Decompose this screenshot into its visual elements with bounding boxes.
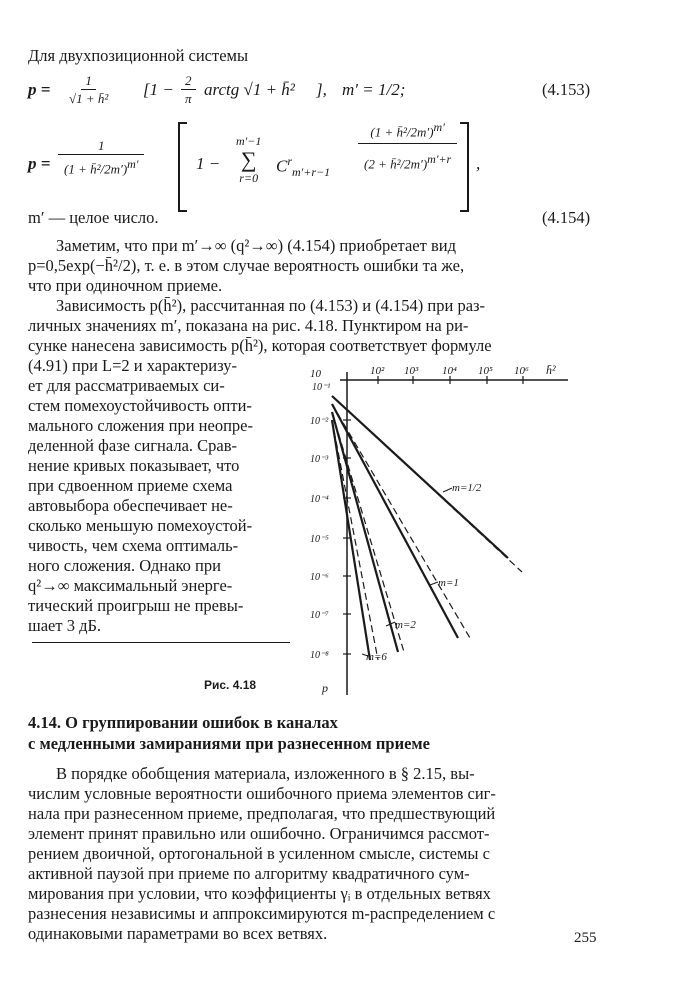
eq153-frac-num: 1 bbox=[81, 72, 96, 90]
eq154-den2-exp: m′+r bbox=[427, 152, 452, 167]
y-tick-label: 10⁻¹ bbox=[312, 382, 331, 393]
para2-col-line: (4.91) при L=2 и характеризу- bbox=[28, 356, 237, 375]
eq154-den2: (2 + h̄²/2m′) bbox=[364, 156, 428, 172]
paragraph-3 bbox=[28, 764, 496, 944]
curve-label: m=2 bbox=[395, 619, 416, 631]
left-divider-rule bbox=[32, 642, 290, 643]
sum-symbol-icon: ∑ bbox=[240, 147, 257, 172]
y-tick-label: 10⁻⁴ bbox=[310, 494, 329, 505]
eq154-left-fraction bbox=[58, 138, 144, 177]
para2-col-line: шает 3 дБ. bbox=[28, 616, 102, 635]
y-axis-label: p bbox=[322, 681, 328, 695]
para2-line-3: сунке нанесена зависимость p(h̄²), которая соответствует формуле bbox=[28, 336, 492, 355]
eq154-coef-sup: r bbox=[287, 154, 293, 168]
x-tick-label: 10⁴ bbox=[442, 365, 457, 377]
para2-col-line: автовыбора обеспечивает не- bbox=[28, 496, 233, 515]
y-tick-label: 10⁻⁶ bbox=[310, 572, 329, 583]
section-heading-line-1: 4.14. О группировании ошибок в каналах bbox=[28, 713, 338, 732]
para2-col-line: сколько меньшую помехоустой- bbox=[28, 516, 253, 535]
eq154-num1: 1 bbox=[97, 138, 105, 153]
paragraph-1 bbox=[28, 236, 464, 296]
section-heading-line-2: с медленными замираниями при разнесенном приеме bbox=[28, 734, 430, 753]
para1-line-3: что при одиночном приеме. bbox=[28, 276, 223, 295]
para3-line: числим условные вероятности ошибочного приема элементов сиг- bbox=[28, 784, 496, 803]
eq153-bracket-close: ], bbox=[316, 80, 327, 99]
eq153-fraction-2 bbox=[178, 72, 199, 107]
intro-line: Для двухпозиционной системы bbox=[28, 46, 249, 65]
eq154-lhs: p = bbox=[28, 154, 51, 173]
y-tick-label: 10⁻⁷ bbox=[310, 610, 329, 621]
eq154-number: (4.154) bbox=[542, 208, 591, 227]
equation-4-154 bbox=[28, 118, 648, 228]
para2-col-line: ного сложения. Однако при bbox=[28, 556, 221, 575]
curve-m-6-dashed bbox=[332, 420, 378, 660]
para2-line-2: личных значениях m′, показана на рис. 4.18. Пунктиром на ри- bbox=[28, 316, 469, 335]
eq154-comma: , bbox=[476, 154, 481, 173]
eq154-sum-bottom: r=0 bbox=[239, 171, 259, 185]
eq154-den1-exp: m′ bbox=[127, 157, 139, 171]
paragraph-2-column bbox=[28, 356, 253, 636]
eq154-sum bbox=[236, 134, 261, 186]
paragraph-2 bbox=[28, 296, 492, 356]
eq154-coef-sub: m′+r−1 bbox=[292, 165, 331, 180]
eq154-num2: (1 + h̄²/2m′) bbox=[370, 124, 434, 140]
para3-line: активной паузой при приеме по алгоритму квадратичного сум- bbox=[28, 864, 470, 883]
curve-m-2-dashed bbox=[332, 412, 404, 652]
y-tick-label: 10⁻³ bbox=[310, 454, 329, 465]
para2-col-line: при сдвоенном приеме схема bbox=[28, 476, 233, 495]
curve-m-1-dashed bbox=[332, 404, 470, 638]
para2-col-line: ет для рассматриваемых си- bbox=[28, 376, 225, 395]
eq154-num2-exp: m′ bbox=[433, 120, 445, 134]
eq153-fraction bbox=[62, 72, 115, 107]
curve-label: m=6 bbox=[366, 651, 387, 663]
para2-col-line: деленной фазе сигнала. Срав- bbox=[28, 436, 238, 455]
x-axis-label: h̄² bbox=[546, 363, 556, 377]
eq153-m-condition: m′ = 1/2; bbox=[342, 80, 406, 99]
eq153-bracket-open: [1 − bbox=[143, 80, 174, 99]
curve-label: m=1/2 bbox=[452, 482, 482, 494]
section-heading bbox=[28, 712, 430, 754]
eq154-den1: (1 + h̄²/2m′) bbox=[64, 161, 128, 177]
eq153-arctg: arctg √1 + h̄² bbox=[204, 80, 295, 99]
equation-4-153 bbox=[28, 72, 648, 108]
para3-line: рением двоичной, ортогональной в усиленном смысле, системы с bbox=[28, 844, 490, 863]
para3-line: мирования при условии, что коэффициенты γᵢ в отдельных ветвях bbox=[28, 884, 491, 903]
eq153-lhs: p = bbox=[28, 80, 51, 99]
para2-col-line: тический проигрыш не превы- bbox=[28, 596, 244, 615]
para1-line-2: p=0,5exp(−h̄²/2), т. е. в этом случае вероятность ошибки та же, bbox=[28, 256, 465, 275]
para3-line: разнесения независимы и аппроксимируются m-распределением с bbox=[28, 904, 496, 923]
eq154-left-bracket bbox=[178, 122, 187, 212]
curve-label: m=1 bbox=[438, 577, 459, 589]
eq154-coef: C bbox=[276, 156, 288, 176]
para2-col-line: стем помехоустойчивость опти- bbox=[28, 396, 252, 415]
eq154-one-minus: 1 − bbox=[196, 154, 221, 173]
eq154-coefficient bbox=[276, 154, 330, 180]
eq153-frac2-num: 2 bbox=[181, 72, 196, 90]
eq154-inner-fraction bbox=[358, 120, 457, 173]
y-tick-label: 10⁻⁵ bbox=[310, 534, 329, 545]
eq154-sum-top: m′−1 bbox=[236, 134, 262, 148]
para2-col-line: q²→∞ максимальный энерге- bbox=[28, 576, 233, 595]
curve-m-6-solid bbox=[332, 420, 370, 660]
para3-line: В порядке обобщения материала, изложенного в § 2.15, вы- bbox=[56, 764, 475, 783]
eq153-frac-den: √1 + h̄² bbox=[69, 91, 109, 106]
x-tick-label: 10⁵ bbox=[478, 365, 493, 377]
eq154-right-bracket bbox=[460, 122, 469, 212]
para2-col-line: нение кривых показывает, что bbox=[28, 456, 240, 475]
eq153-number: (4.153) bbox=[542, 80, 591, 99]
page-number: 255 bbox=[574, 930, 597, 946]
para3-line: одинаковыми параметрами во всех ветвях. bbox=[28, 924, 328, 943]
x-tick-label: 10⁶ bbox=[514, 365, 529, 377]
para3-line: нала при разнесенном приеме, предполагая, что предшествующий bbox=[28, 804, 496, 823]
para3-line: элемент принят правильно или ошибочно. Ограничимся рассмот- bbox=[28, 824, 490, 843]
para1-line-1: Заметим, что при m′→∞ (q²→∞) (4.154) приобретает вид bbox=[56, 236, 456, 255]
para2-col-line: чивость, чем схема оптималь- bbox=[28, 536, 239, 555]
y-tick-label: 10⁻⁸ bbox=[310, 650, 329, 661]
x-tick-label: 10 bbox=[310, 368, 321, 380]
figure-4-18 bbox=[300, 360, 600, 700]
eq154-integer-note: m′ — целое число. bbox=[28, 208, 159, 227]
para2-line-1: Зависимость p(h̄²), рассчитанная по (4.153) и (4.154) при раз- bbox=[56, 296, 486, 315]
eq153-frac2-den: π bbox=[185, 91, 192, 106]
x-tick-label: 10³ bbox=[404, 365, 419, 377]
y-tick-label: 10⁻² bbox=[310, 416, 329, 427]
figure-caption: Рис. 4.18 bbox=[204, 678, 257, 692]
para2-col-line: мального сложения при неопре- bbox=[28, 416, 253, 435]
x-tick-label: 10² bbox=[370, 365, 385, 377]
